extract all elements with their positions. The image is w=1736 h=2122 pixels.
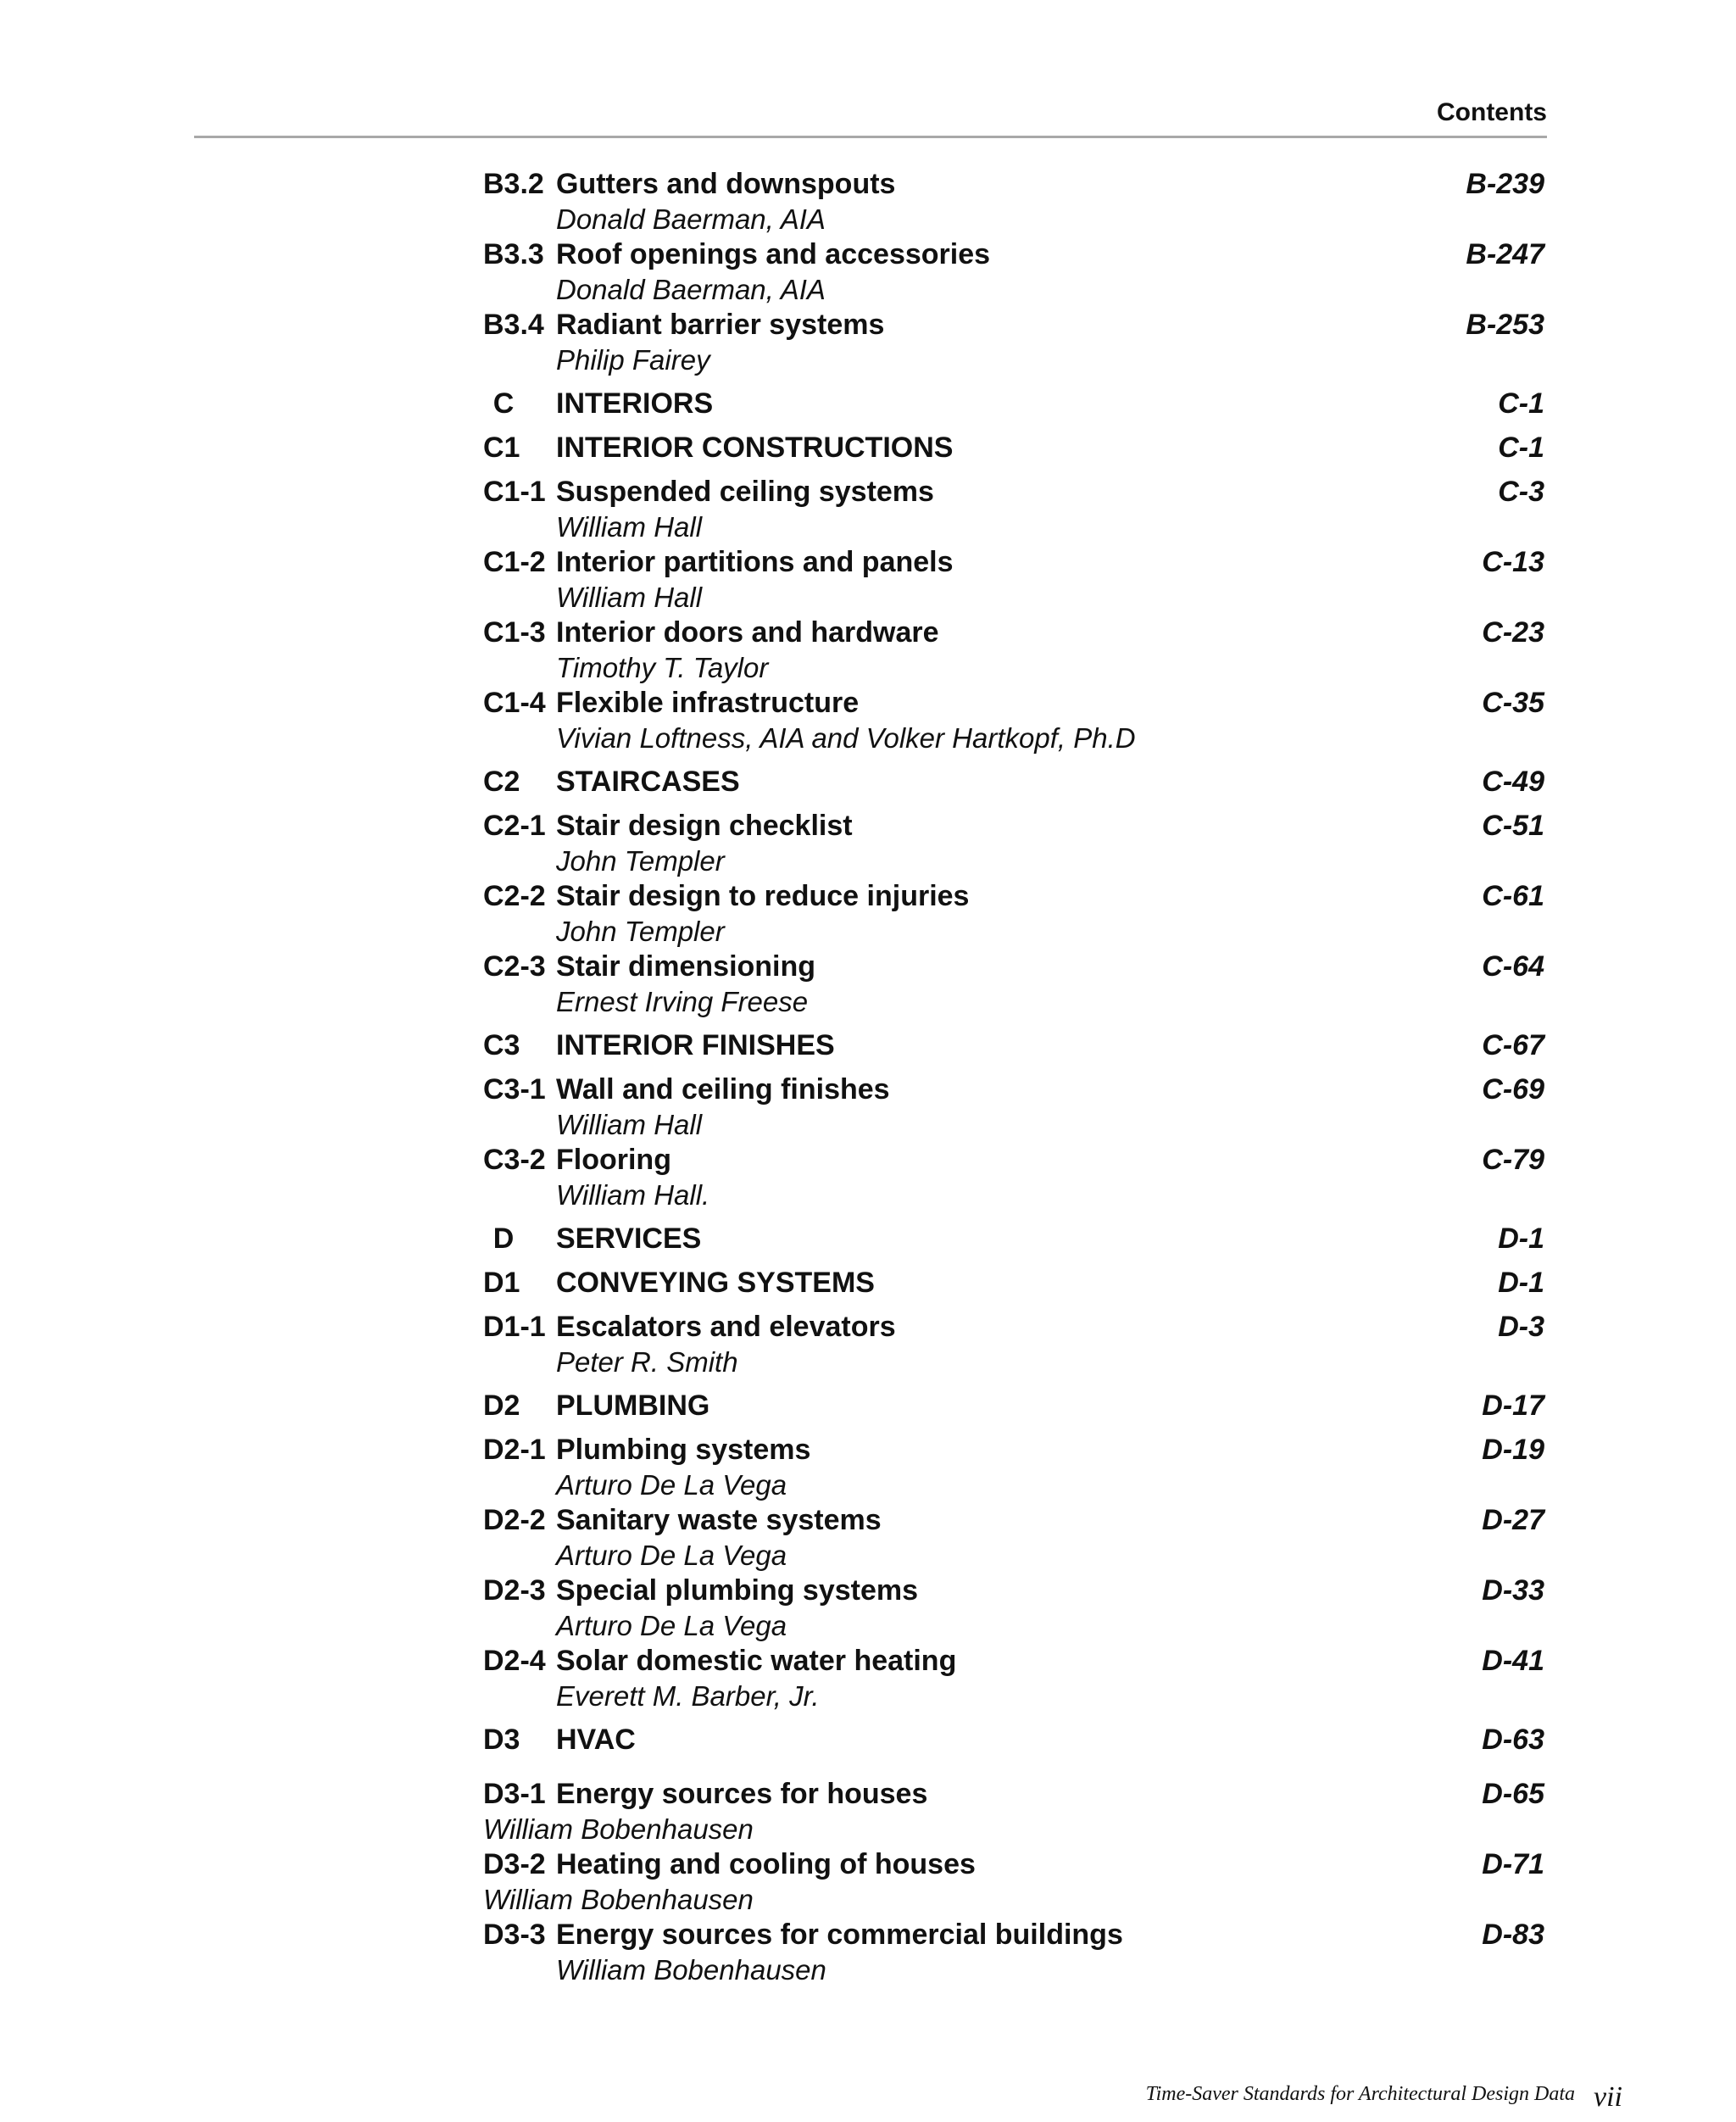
toc-code: C3 <box>483 1029 520 1061</box>
toc-row <box>483 430 1544 465</box>
toc-page-number: C-79 <box>1482 1144 1544 1176</box>
toc-entry <box>483 1846 1544 1917</box>
toc-page-number: D-33 <box>1482 1574 1544 1607</box>
toc-page-number: D-1 <box>1498 1267 1544 1299</box>
toc-code: D2 <box>483 1390 520 1422</box>
toc-page-number: C-1 <box>1498 432 1544 464</box>
toc-title: INTERIORS <box>556 387 714 420</box>
toc-code: B3.2 <box>483 168 544 200</box>
toc-entry <box>483 237 1544 307</box>
toc-entry <box>483 1643 1544 1713</box>
toc-page-number: D-65 <box>1482 1778 1544 1810</box>
toc-entry <box>483 307 1544 377</box>
toc-title: Plumbing systems <box>556 1434 811 1466</box>
toc-page-number: C-51 <box>1482 810 1544 842</box>
toc-title: Radiant barrier systems <box>556 309 885 341</box>
toc-author: Vivian Loftness, AIA and Volker Hartkopf, Ph.D <box>556 722 1136 754</box>
toc-author: William Bobenhausen <box>556 1954 826 1986</box>
toc-author: Arturo De La Vega <box>556 1469 787 1501</box>
toc-title: Escalators and elevators <box>556 1311 896 1343</box>
toc-row <box>483 1846 1544 1882</box>
toc-row <box>483 166 1544 202</box>
toc-page-number: B-247 <box>1466 238 1544 270</box>
toc-row <box>483 615 1544 650</box>
toc-page-number: D-83 <box>1482 1919 1544 1951</box>
toc-row <box>483 685 1544 721</box>
toc-page-number: D-19 <box>1482 1434 1544 1466</box>
toc-author: William Bobenhausen <box>483 1884 754 1915</box>
toc-entry <box>483 1573 1544 1643</box>
toc-code: D <box>492 1223 515 1255</box>
toc-row <box>483 237 1544 272</box>
toc-row <box>483 878 1544 914</box>
footer-page-number: vii <box>1594 2081 1622 2113</box>
toc-title: Energy sources for houses <box>556 1778 928 1810</box>
toc-author: William Hall. <box>556 1179 710 1211</box>
toc-title: CONVEYING SYSTEMS <box>556 1267 875 1299</box>
toc-title: Special plumbing systems <box>556 1574 919 1607</box>
toc-page-number: C-64 <box>1482 950 1544 983</box>
toc-author: William Hall <box>556 582 703 613</box>
toc-row <box>483 1502 1544 1538</box>
toc-author: Everett M. Barber, Jr. <box>556 1680 820 1712</box>
toc-page-number: D-1 <box>1498 1223 1544 1255</box>
toc-entry <box>483 878 1544 949</box>
toc-entry <box>483 808 1544 878</box>
toc-page-number: C-23 <box>1482 616 1544 649</box>
toc-code: C1-1 <box>483 476 546 508</box>
toc-row <box>483 1722 1544 1757</box>
toc-section <box>483 386 1544 421</box>
toc-entry <box>483 1072 1544 1142</box>
toc-row <box>483 764 1544 799</box>
toc-author: Peter R. Smith <box>556 1346 738 1378</box>
toc-row <box>483 1388 1544 1423</box>
toc-title: SERVICES <box>556 1223 702 1255</box>
toc-code: C1-2 <box>483 546 546 578</box>
toc-page-number: C-69 <box>1482 1073 1544 1106</box>
toc-author: Timothy T. Taylor <box>556 652 769 683</box>
toc-title: Heating and cooling of houses <box>556 1848 976 1880</box>
toc-entry <box>483 544 1544 615</box>
toc-author: John Templer <box>556 916 725 947</box>
toc-code: D2-3 <box>483 1574 546 1607</box>
toc-code: D2-2 <box>483 1504 546 1536</box>
toc-author: Ernest Irving Freese <box>556 986 809 1017</box>
toc-code: D3-1 <box>483 1778 546 1810</box>
toc-code: D1 <box>483 1267 520 1299</box>
toc-section <box>483 430 1544 465</box>
toc-section <box>483 1388 1544 1423</box>
toc-row <box>483 386 1544 421</box>
toc-page-number: C-35 <box>1482 687 1544 719</box>
toc-section <box>483 1265 1544 1300</box>
toc-code: D3-3 <box>483 1919 546 1951</box>
toc-title: Gutters and downspouts <box>556 168 896 200</box>
table-of-contents <box>483 166 1544 1987</box>
toc-code: C <box>492 387 515 420</box>
toc-page-number: D-41 <box>1482 1645 1544 1677</box>
footer-book-title: Time-Saver Standards for Architectural Design Data <box>1145 2083 1575 2105</box>
toc-page-number: D-17 <box>1482 1390 1544 1422</box>
toc-row <box>483 1265 1544 1300</box>
toc-title: Stair design to reduce injuries <box>556 880 970 912</box>
toc-code: D2-1 <box>483 1434 546 1466</box>
toc-row <box>483 949 1544 984</box>
toc-page-number: B-239 <box>1466 168 1544 200</box>
toc-author: Donald Baerman, AIA <box>556 274 826 305</box>
toc-title: Solar domestic water heating <box>556 1645 957 1677</box>
toc-row <box>483 307 1544 343</box>
toc-page-number: B-253 <box>1466 309 1544 341</box>
toc-title: Stair design checklist <box>556 810 853 842</box>
toc-author: Philip Fairey <box>556 344 710 376</box>
toc-page-number: C-67 <box>1482 1029 1544 1061</box>
toc-title: Roof openings and accessories <box>556 238 991 270</box>
header-title: Contents <box>1437 98 1547 126</box>
toc-row <box>483 1432 1544 1468</box>
toc-title: STAIRCASES <box>556 766 740 798</box>
toc-author: William Bobenhausen <box>483 1813 754 1845</box>
toc-title: HVAC <box>556 1724 636 1756</box>
toc-row <box>483 1643 1544 1679</box>
toc-row <box>483 1309 1544 1345</box>
toc-entry <box>483 685 1544 755</box>
toc-title: Flooring <box>556 1144 671 1176</box>
toc-row <box>483 544 1544 580</box>
toc-entry <box>483 949 1544 1019</box>
toc-row <box>483 1028 1544 1063</box>
toc-author: Arturo De La Vega <box>556 1610 787 1641</box>
toc-author: William Hall <box>556 1109 703 1140</box>
toc-section <box>483 1722 1544 1757</box>
toc-title: Flexible infrastructure <box>556 687 860 719</box>
toc-section <box>483 1221 1544 1256</box>
toc-entry <box>483 615 1544 685</box>
toc-entry <box>483 166 1544 237</box>
toc-entry <box>483 1502 1544 1573</box>
toc-code: C2-2 <box>483 880 546 912</box>
toc-code: B3.4 <box>483 309 544 341</box>
toc-page-number: D-63 <box>1482 1724 1544 1756</box>
toc-title: Stair dimensioning <box>556 950 816 983</box>
toc-entry <box>483 1432 1544 1502</box>
toc-code: C1-4 <box>483 687 546 719</box>
toc-code: C2-1 <box>483 810 546 842</box>
toc-code: C1-3 <box>483 616 546 649</box>
toc-code: B3.3 <box>483 238 544 270</box>
toc-page-number: C-3 <box>1498 476 1544 508</box>
toc-code: D3 <box>483 1724 520 1756</box>
toc-section <box>483 764 1544 799</box>
toc-section <box>483 1028 1544 1063</box>
toc-row <box>483 1776 1544 1812</box>
toc-code: C3-2 <box>483 1144 546 1176</box>
toc-row <box>483 1142 1544 1178</box>
toc-author: William Hall <box>556 511 703 543</box>
toc-entry <box>483 1142 1544 1212</box>
toc-page-number: C-13 <box>1482 546 1544 578</box>
toc-author: Donald Baerman, AIA <box>556 203 826 235</box>
toc-row <box>483 808 1544 844</box>
toc-row <box>483 1917 1544 1952</box>
toc-row <box>483 1573 1544 1608</box>
toc-code: C3-1 <box>483 1073 546 1106</box>
toc-row <box>483 1072 1544 1107</box>
toc-code: D3-2 <box>483 1848 546 1880</box>
toc-entry <box>483 474 1544 544</box>
toc-title: Sanitary waste systems <box>556 1504 882 1536</box>
toc-page-number: C-49 <box>1482 766 1544 798</box>
toc-title: Wall and ceiling finishes <box>556 1073 890 1106</box>
toc-code: C1 <box>483 432 520 464</box>
toc-title: Interior partitions and panels <box>556 546 954 578</box>
toc-page-number: C-1 <box>1498 387 1544 420</box>
toc-title: Interior doors and hardware <box>556 616 939 649</box>
toc-code: C2 <box>483 766 520 798</box>
toc-entry <box>483 1309 1544 1379</box>
toc-row <box>483 474 1544 510</box>
toc-title: INTERIOR CONSTRUCTIONS <box>556 432 954 464</box>
toc-code: C2-3 <box>483 950 546 983</box>
toc-page-number: D-71 <box>1482 1848 1544 1880</box>
toc-title: Suspended ceiling systems <box>556 476 934 508</box>
toc-page-number: D-27 <box>1482 1504 1544 1536</box>
toc-title: PLUMBING <box>556 1390 710 1422</box>
toc-page-number: C-61 <box>1482 880 1544 912</box>
toc-title: Energy sources for commercial buildings <box>556 1919 1123 1951</box>
toc-entry <box>483 1776 1544 1846</box>
toc-entry <box>483 1917 1544 1987</box>
toc-page-number: D-3 <box>1498 1311 1544 1343</box>
toc-row <box>483 1221 1544 1256</box>
toc-title: INTERIOR FINISHES <box>556 1029 835 1061</box>
toc-author: Arturo De La Vega <box>556 1540 787 1571</box>
page-header <box>194 98 1547 138</box>
toc-code: D1-1 <box>483 1311 546 1343</box>
toc-author: John Templer <box>556 845 725 877</box>
toc-code: D2-4 <box>483 1645 546 1677</box>
